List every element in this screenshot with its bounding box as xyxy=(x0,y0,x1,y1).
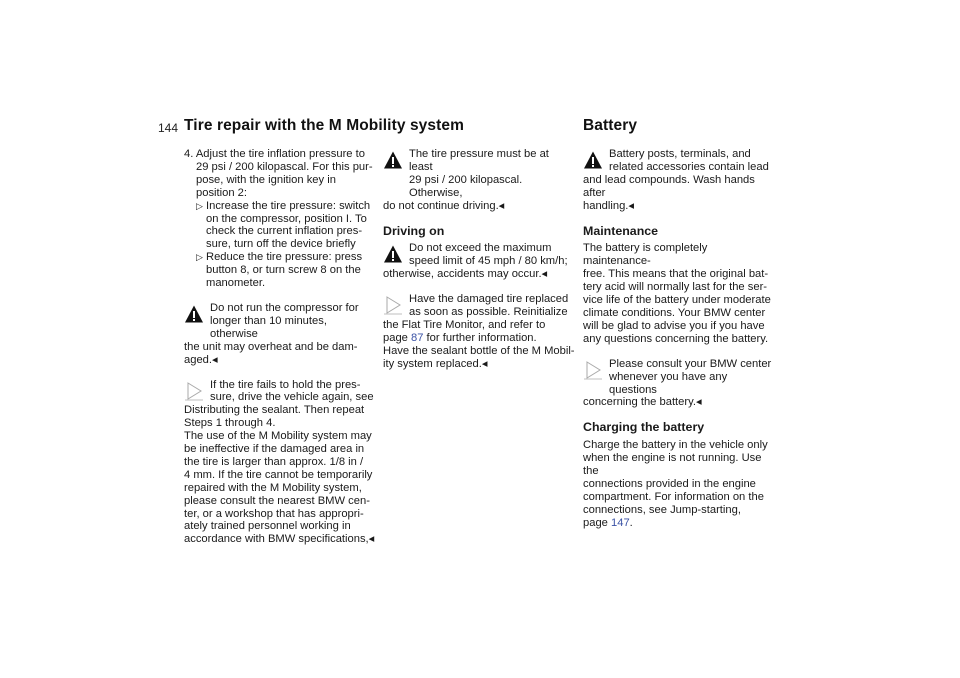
step-4-line: 4. Adjust the tire inflation pressure to xyxy=(184,148,365,160)
note-play-icon xyxy=(184,381,204,401)
section-title-battery: Battery xyxy=(583,117,638,134)
heading-maintenance: Maintenance xyxy=(583,223,659,238)
text-line: the tire is larger than approx. 1/8 in / xyxy=(184,455,364,468)
page-number: 144 xyxy=(158,121,179,135)
note-tire-hold xyxy=(184,379,376,547)
text-line: Do not exceed the maximum xyxy=(409,242,552,255)
text-line: Have the damaged tire replaced xyxy=(409,293,569,306)
text-line: Charge the battery in the vehicle only xyxy=(583,439,768,452)
text-line: as soon as possible. Reinitialize xyxy=(409,306,568,319)
text-line: Please consult your BMW center xyxy=(609,357,772,370)
text-line: The use of the M Mobility system may xyxy=(184,430,372,443)
text-line: and lead compounds. Wash hands after xyxy=(583,173,755,199)
text-line: accordance with BMW specifications,◂ xyxy=(184,533,375,546)
text-line: the Flat Tire Monitor, and refer to xyxy=(383,318,546,331)
text-line: connections provided in the engine xyxy=(583,477,756,490)
page-147-link[interactable]: 147 xyxy=(611,516,630,529)
text-line: Increase the tire pressure: switch xyxy=(206,199,371,212)
text-line: Distributing the sealant. Then repeat xyxy=(184,404,365,417)
text-line: The battery is completely maintenance- xyxy=(583,242,708,268)
page-reference-line xyxy=(583,517,775,530)
text-line: handling.◂ xyxy=(583,199,635,212)
column-tire-repair xyxy=(184,148,376,546)
text-line: 29 psi / 200 kilopascal. For this pur- xyxy=(196,160,373,173)
warning-triangle-icon xyxy=(383,244,403,264)
page-87-link[interactable]: 87 xyxy=(411,331,424,344)
text-line: otherwise, accidents may occur.◂ xyxy=(383,268,548,281)
text-line: connections, see Jump-starting, xyxy=(583,503,741,516)
text-fragment: . xyxy=(629,516,633,529)
text-fragment: page xyxy=(383,331,411,344)
text-fragment: for further information. xyxy=(423,331,537,344)
warning-tire-pressure xyxy=(383,148,575,213)
text-line: please consult the nearest BMW cen- xyxy=(184,494,370,507)
text-line: position 2: xyxy=(196,186,247,199)
text-line: compartment. For information on the xyxy=(583,490,764,503)
text-line: concerning the battery.◂ xyxy=(583,396,702,409)
text-line: be ineffective if the damaged area in xyxy=(184,443,365,456)
text-line: Steps 1 through 4. xyxy=(184,417,276,430)
text-line: 4 mm. If the tire cannot be temporarily xyxy=(184,468,373,481)
warning-triangle-icon xyxy=(383,150,403,170)
text-line: any questions concerning the battery. xyxy=(583,332,769,345)
text-line: button 8, or turn screw 8 on the xyxy=(206,264,361,277)
text-line: tery acid will normally last for the ser- xyxy=(583,281,768,294)
warning-battery-lead xyxy=(583,148,775,213)
heading-driving-on: Driving on xyxy=(383,223,445,238)
text-line: speed limit of 45 mph / 80 km/h; xyxy=(409,255,568,268)
text-line: the unit may overheat and be dam- xyxy=(184,340,358,353)
text-line: will be glad to advise you if you have xyxy=(583,319,765,332)
text-line: Battery posts, terminals, and xyxy=(609,148,751,160)
text-line: manometer. xyxy=(206,277,266,290)
text-line: aged.◂ xyxy=(184,353,218,366)
page-reference-line xyxy=(383,332,575,345)
text-line: Have the sealant bottle of the M Mobil- xyxy=(383,344,575,357)
text-line: when the engine is not running. Use the xyxy=(583,452,762,478)
note-bmw-center xyxy=(583,358,775,410)
text-line: Do not run the compressor for xyxy=(210,301,359,314)
note-play-icon xyxy=(583,360,603,380)
bullet-item-increase xyxy=(196,200,376,252)
charging-text xyxy=(583,439,775,529)
column-battery xyxy=(583,148,775,530)
maintenance-text xyxy=(583,242,775,345)
text-line: If the tire fails to hold the pres- xyxy=(210,378,361,391)
warning-triangle-icon xyxy=(583,150,603,170)
text-line: vice life of the battery under moderate xyxy=(583,294,771,307)
warning-compressor xyxy=(184,302,376,367)
text-line: free. This means that the original bat- xyxy=(583,268,769,281)
text-line: ter, or a workshop that has appropri- xyxy=(184,507,364,520)
text-line: Reduce the tire pressure: press xyxy=(206,251,363,264)
text-line: longer than 10 minutes, otherwise xyxy=(210,314,327,340)
heading-charging: Charging the battery xyxy=(583,420,705,435)
text-line: ity system replaced.◂ xyxy=(383,357,488,370)
text-line: pose, with the ignition key in xyxy=(196,173,336,186)
text-line: The tire pressure must be at least xyxy=(409,148,549,173)
note-replace-tire xyxy=(383,293,575,370)
text-line: on the compressor, position I. To xyxy=(206,212,367,225)
text-line: sure, drive the vehicle again, see xyxy=(210,391,374,404)
text-line: whenever you have any questions xyxy=(609,370,728,396)
column-driving-on xyxy=(383,148,575,371)
bullet-list xyxy=(184,200,376,290)
text-line: repaired with the M Mobility system, xyxy=(184,481,362,494)
section-title-tire-repair: Tire repair with the M Mobility system xyxy=(184,117,464,134)
text-line: check the current inflation pres- xyxy=(206,225,363,238)
warning-triangle-icon xyxy=(184,304,204,324)
bullet-triangle-icon: ▷ xyxy=(196,200,203,211)
text-line: ately trained personnel working in xyxy=(184,520,351,533)
note-play-icon xyxy=(383,295,403,315)
text-fragment: page xyxy=(583,516,611,529)
text-line: related accessories contain lead xyxy=(609,160,769,173)
text-line: sure, turn off the device briefly xyxy=(206,238,356,251)
warning-speed-limit xyxy=(383,242,575,281)
text-line: 29 psi / 200 kilopascal. Otherwise, xyxy=(409,173,523,199)
bullet-item-reduce xyxy=(196,251,376,290)
text-line: climate conditions. Your BMW center xyxy=(583,306,766,319)
step-4-continuation xyxy=(184,161,376,200)
text-line: do not continue driving.◂ xyxy=(383,199,505,212)
bullet-triangle-icon: ▷ xyxy=(196,252,203,263)
